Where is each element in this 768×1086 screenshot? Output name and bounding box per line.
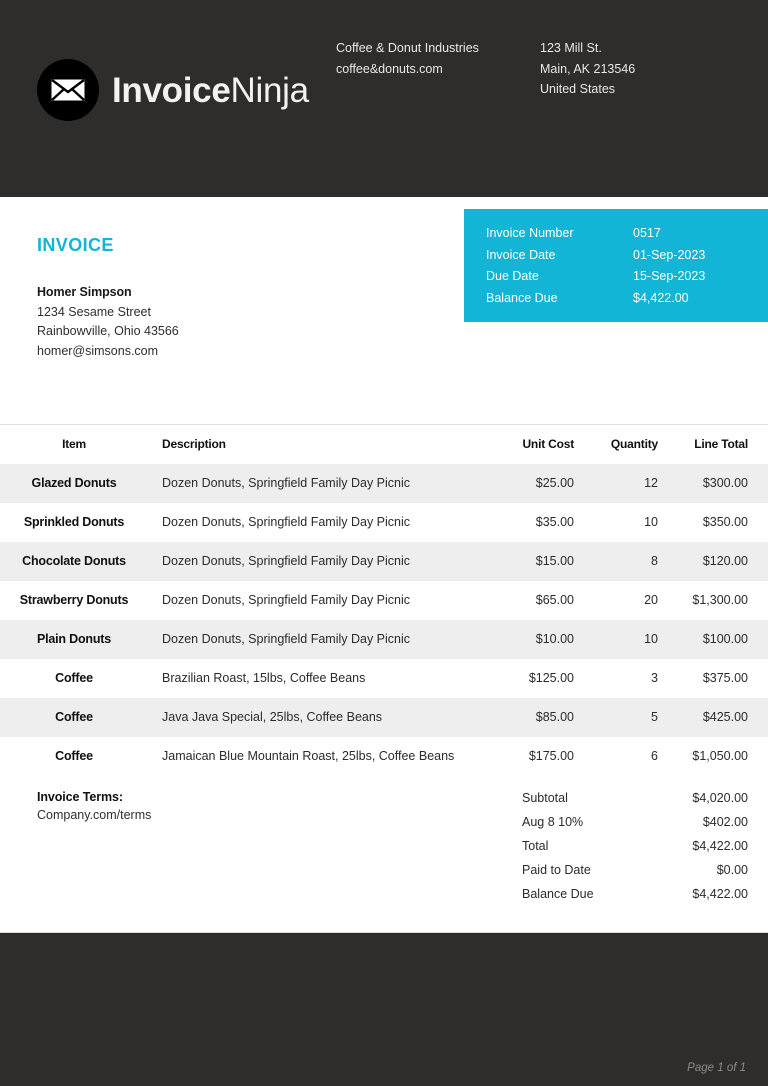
company-address xyxy=(540,38,635,100)
total-label: Balance Due xyxy=(522,887,594,901)
table-body xyxy=(0,464,768,776)
table-row xyxy=(0,737,768,776)
detail-row-invoice-number xyxy=(486,223,768,245)
cell-line-total: $100.00 xyxy=(682,620,768,659)
company-website[interactable]: coffee&donuts.com xyxy=(336,61,443,76)
brand-name-bold: Invoice xyxy=(112,70,231,110)
cell-item: Coffee xyxy=(0,698,148,737)
total-row-paid-to-date xyxy=(522,858,748,882)
cell-line-total: $1,300.00 xyxy=(682,581,768,620)
cell-unit-cost: $85.00 xyxy=(496,698,594,737)
cell-item: Glazed Donuts xyxy=(0,464,148,503)
cell-description: Dozen Donuts, Springfield Family Day Picnic xyxy=(148,464,496,503)
total-row-tax xyxy=(522,810,748,834)
cell-unit-cost: $175.00 xyxy=(496,737,594,776)
client-name: Homer Simpson xyxy=(37,285,132,299)
cell-quantity: 8 xyxy=(594,542,682,581)
line-items-table xyxy=(0,424,768,776)
table-row xyxy=(0,542,768,581)
brand-name-light: Ninja xyxy=(230,70,309,110)
detail-row-due-date xyxy=(486,266,768,288)
total-value: $4,422.00 xyxy=(692,839,748,853)
cell-quantity: 20 xyxy=(594,581,682,620)
detail-row-invoice-date xyxy=(486,245,768,267)
table-row xyxy=(0,581,768,620)
table-row xyxy=(0,503,768,542)
column-header-quantity: Quantity xyxy=(594,425,682,464)
cell-quantity: 10 xyxy=(594,620,682,659)
detail-value: 0517 xyxy=(633,226,661,240)
total-label: Paid to Date xyxy=(522,863,591,877)
terms-link[interactable]: Company.com/terms xyxy=(37,808,152,822)
column-header-unit-cost: Unit Cost xyxy=(496,425,594,464)
brand-logo[interactable] xyxy=(37,59,309,121)
cell-description: Dozen Donuts, Springfield Family Day Picnic xyxy=(148,620,496,659)
cell-quantity: 5 xyxy=(594,698,682,737)
column-header-description: Description xyxy=(148,425,496,464)
cell-item: Sprinkled Donuts xyxy=(0,503,148,542)
cell-line-total: $425.00 xyxy=(682,698,768,737)
table-row xyxy=(0,698,768,737)
envelope-icon xyxy=(37,59,99,121)
cell-quantity: 3 xyxy=(594,659,682,698)
cell-line-total: $300.00 xyxy=(682,464,768,503)
terms-heading: Invoice Terms: xyxy=(37,790,123,804)
brand-wordmark xyxy=(112,70,309,110)
cell-line-total: $350.00 xyxy=(682,503,768,542)
cell-item: Plain Donuts xyxy=(0,620,148,659)
detail-label: Balance Due xyxy=(486,290,558,305)
address-line-2: Main, AK 213546 xyxy=(540,61,636,76)
invoice-terms xyxy=(37,788,151,824)
client-street: 1234 Sesame Street xyxy=(37,304,151,319)
cell-line-total: $375.00 xyxy=(682,659,768,698)
cell-unit-cost: $65.00 xyxy=(496,581,594,620)
page-title: INVOICE xyxy=(37,235,114,255)
cell-description: Brazilian Roast, 15lbs, Coffee Beans xyxy=(148,659,496,698)
table-header xyxy=(0,425,768,464)
total-label: Total xyxy=(522,839,549,853)
total-value: $4,020.00 xyxy=(692,791,748,805)
cell-description: Dozen Donuts, Springfield Family Day Picnic xyxy=(148,581,496,620)
cell-line-total: $1,050.00 xyxy=(682,737,768,776)
detail-value: $4,422.00 xyxy=(633,290,689,305)
cell-quantity: 10 xyxy=(594,503,682,542)
detail-label: Invoice Date xyxy=(486,247,556,262)
cell-description: Dozen Donuts, Springfield Family Day Picnic xyxy=(148,503,496,542)
cell-item: Strawberry Donuts xyxy=(0,581,148,620)
column-header-item: Item xyxy=(0,425,148,464)
total-label: Subtotal xyxy=(522,791,568,805)
total-value: $402.00 xyxy=(702,815,748,829)
cell-unit-cost: $35.00 xyxy=(496,503,594,542)
address-line-3: United States xyxy=(540,82,616,96)
total-value: $4,422.00 xyxy=(692,887,748,901)
company-name: Coffee & Donut Industries xyxy=(336,41,479,55)
address-line-1: 123 Mill St. xyxy=(540,41,602,55)
company-info xyxy=(336,38,479,79)
cell-description: Java Java Special, 25lbs, Coffee Beans xyxy=(148,698,496,737)
cell-description: Dozen Donuts, Springfield Family Day Picnic xyxy=(148,542,496,581)
detail-label: Invoice Number xyxy=(486,226,574,240)
detail-value: 15-Sep-2023 xyxy=(633,269,706,283)
client-address-block xyxy=(37,283,179,361)
cell-unit-cost: $10.00 xyxy=(496,620,594,659)
total-value: $0.00 xyxy=(716,863,748,877)
detail-row-balance-due xyxy=(486,288,768,310)
cell-item: Coffee xyxy=(0,737,148,776)
page-footer xyxy=(0,932,768,1086)
detail-label: Due Date xyxy=(486,269,539,283)
detail-value: 01-Sep-2023 xyxy=(633,247,706,262)
totals-summary xyxy=(522,786,748,906)
cell-description: Jamaican Blue Mountain Roast, 25lbs, Coffee Beans xyxy=(148,737,496,776)
cell-quantity: 12 xyxy=(594,464,682,503)
table-row xyxy=(0,620,768,659)
table-row xyxy=(0,464,768,503)
total-row-balance-due xyxy=(522,882,748,906)
client-city-state-zip: Rainbowville, Ohio 43566 xyxy=(37,324,179,338)
table-header-row xyxy=(0,425,768,464)
cell-item: Chocolate Donuts xyxy=(0,542,148,581)
cell-quantity: 6 xyxy=(594,737,682,776)
page-header xyxy=(0,0,768,197)
column-header-line-total: Line Total xyxy=(682,425,768,464)
client-email[interactable]: homer@simsons.com xyxy=(37,343,159,358)
cell-item: Coffee xyxy=(0,659,148,698)
page-number: Page 1 of 1 xyxy=(687,1062,746,1074)
cell-unit-cost: $125.00 xyxy=(496,659,594,698)
cell-line-total: $120.00 xyxy=(682,542,768,581)
table-row xyxy=(0,659,768,698)
invoice-details-box xyxy=(464,209,768,322)
total-row-subtotal xyxy=(522,786,748,810)
total-row-total xyxy=(522,834,748,858)
total-label: Aug 8 10% xyxy=(522,815,584,829)
cell-unit-cost: $15.00 xyxy=(496,542,594,581)
cell-unit-cost: $25.00 xyxy=(496,464,594,503)
